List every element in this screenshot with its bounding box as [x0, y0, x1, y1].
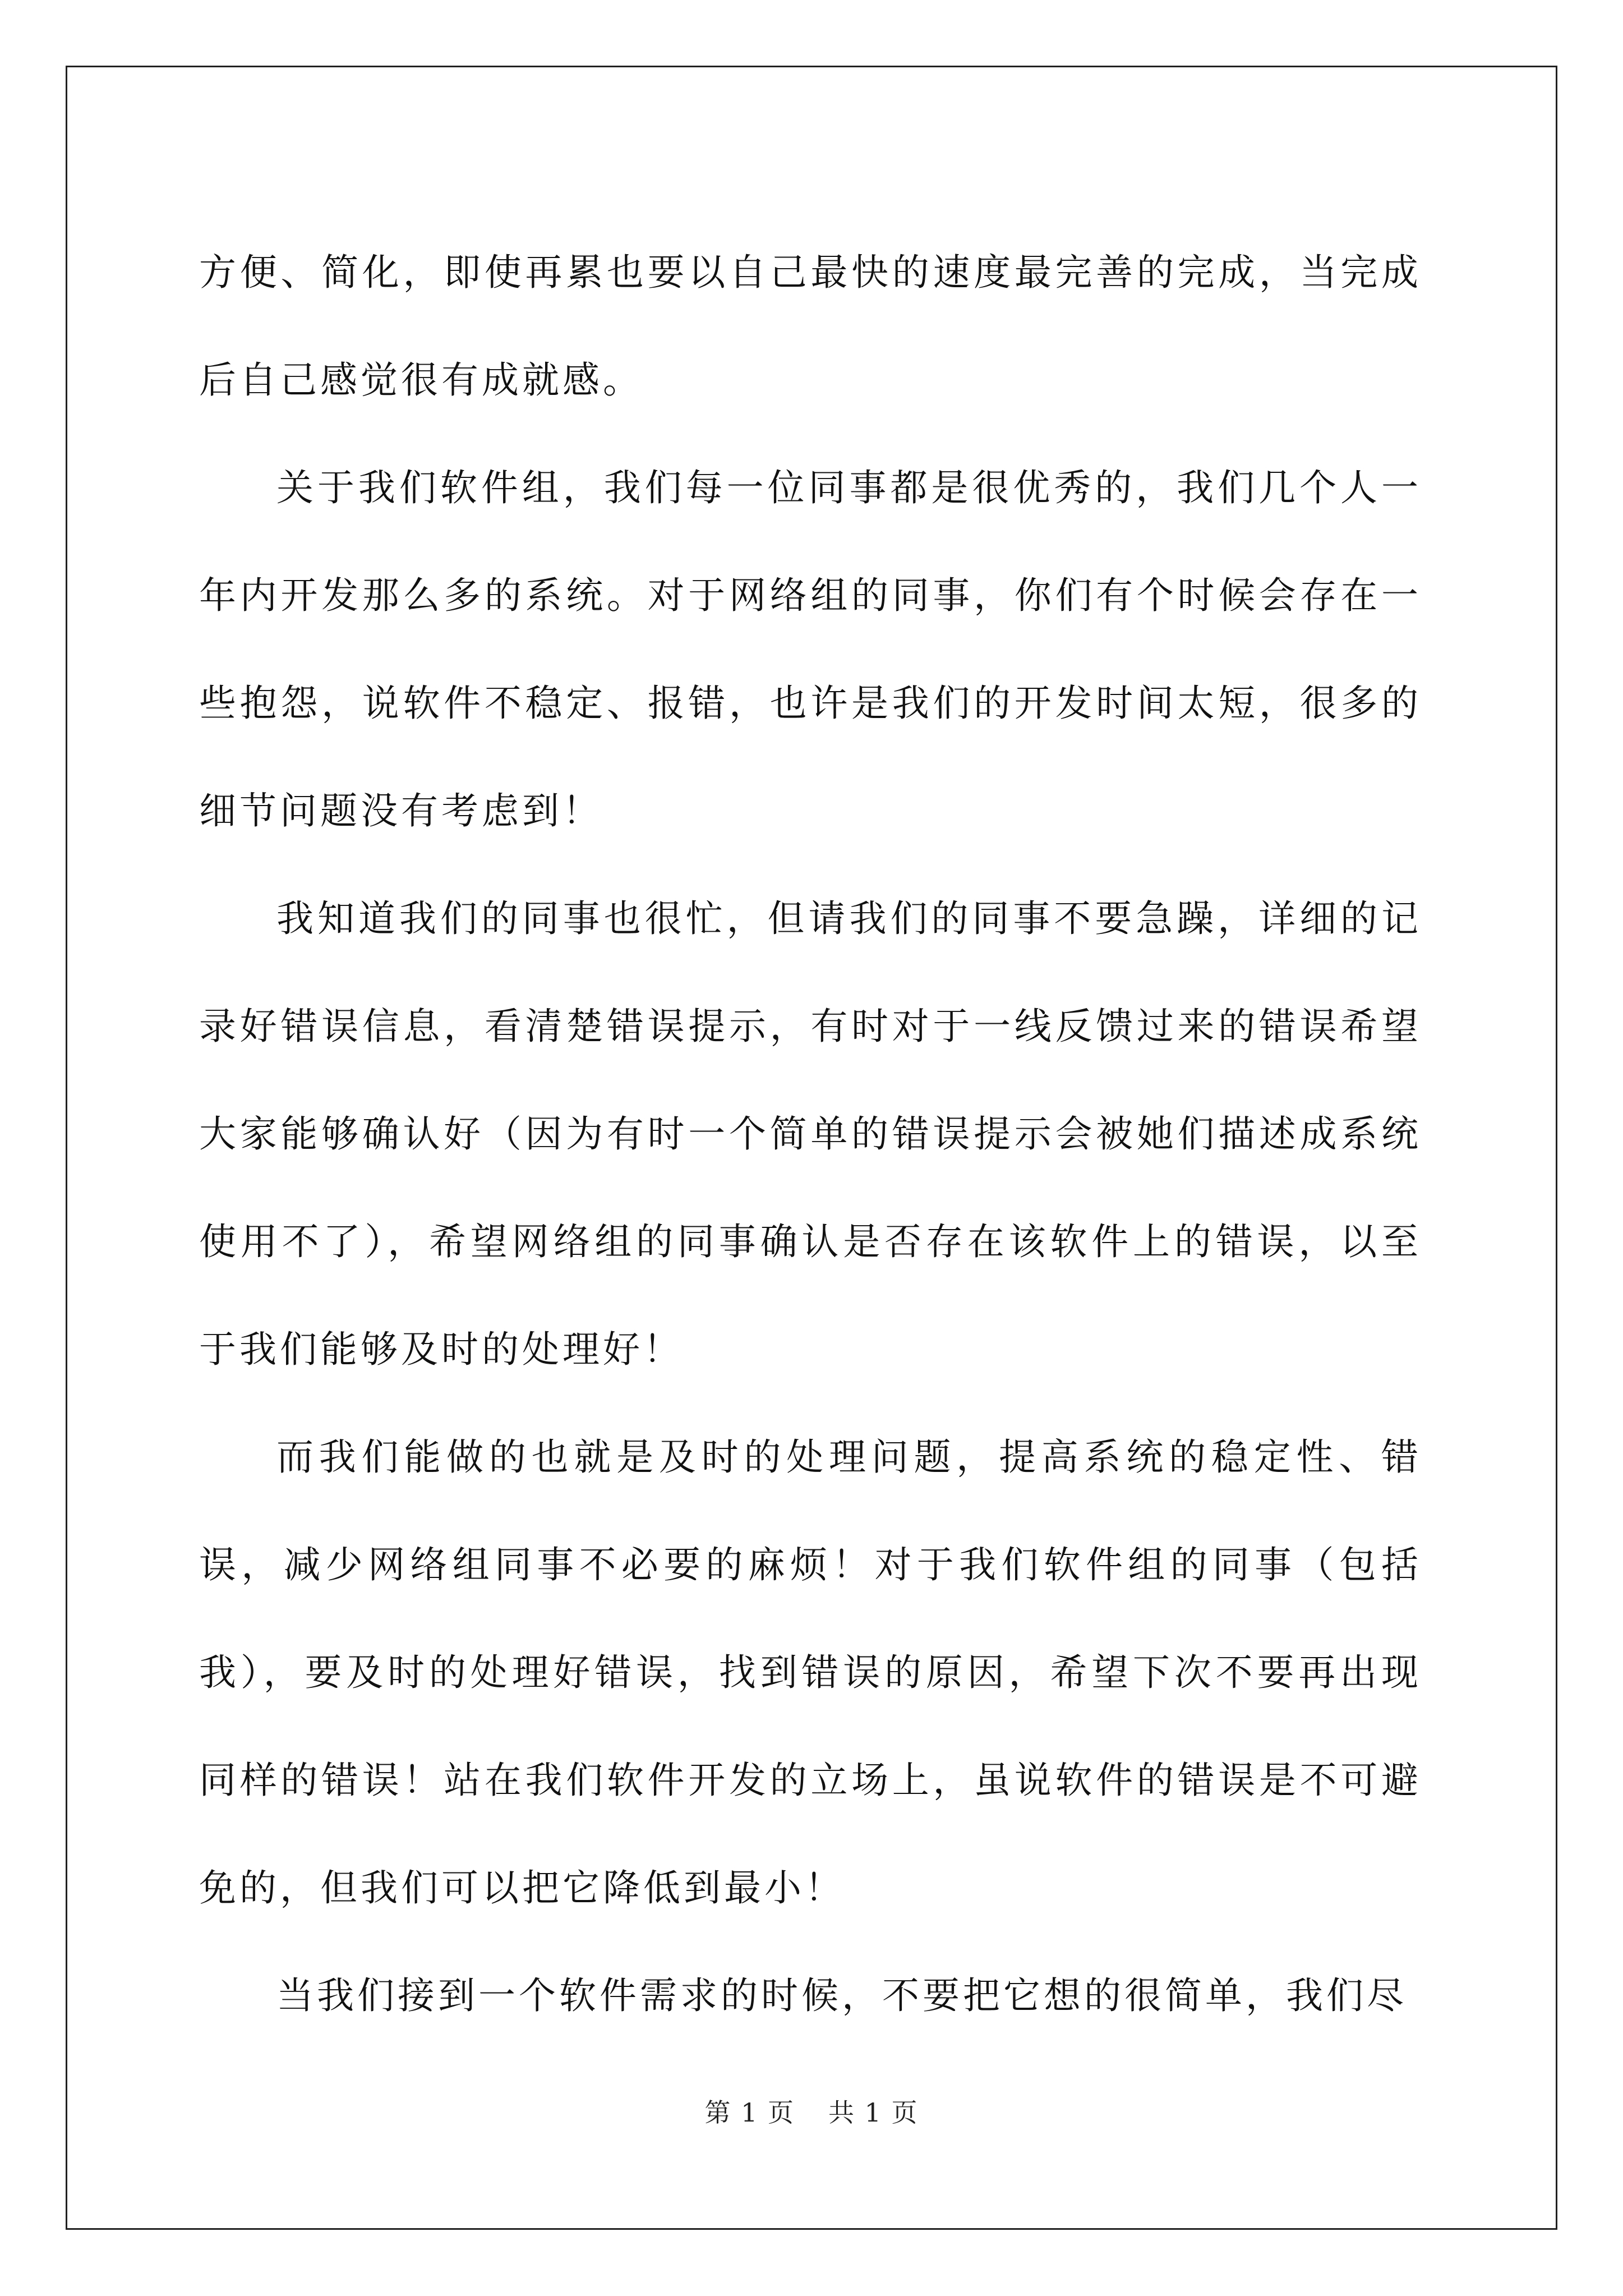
paragraph: 我知道我们的同事也很忙，但请我们的同事不要急躁，详细的记录好错误信息，看清楚错误提示，有时对于一线反馈过来的错误希望大家能够确认好（因为有时一个简单的错误提示会被她们描述成系统使用不了），希望网络组的同事确认是否存在该软件上的错误，以至于我们能够及时的处理好！: [199, 897, 1422, 1371]
page-footer: [0, 2092, 1623, 2129]
page-total: 共 1 页: [828, 2097, 919, 2128]
paragraph: 方便、简化，即使再累也要以自己最快的速度最完善的完成，当完成后自己感觉很有成就感。: [199, 251, 1422, 402]
paragraph: 当我们接到一个软件需求的时候，不要把它想的很简单，我们尽: [276, 1974, 1407, 2017]
page-number: 第 1 页: [704, 2097, 795, 2128]
paragraph: 而我们能做的也就是及时的处理问题，提高系统的稳定性、错误，减少网络组同事不必要的麻烦！对于我们软件组的同事（包括我），要及时的处理好错误，找到错误的原因，希望下次不要再出现同样的错误！站在我们软件开发的立场上，虽说软件的错误是不可避免的，但我们可以把它降低到最小！: [199, 1435, 1422, 1910]
paragraph: 关于我们软件组，我们每一位同事都是很优秀的，我们几个人一年内开发那么多的系统。对于网络组的同事，你们有个时候会存在一些抱怨，说软件不稳定、报错，也许是我们的开发时间太短，很多的细节问题没有考虑到！: [199, 466, 1422, 832]
document-body: [199, 219, 1422, 2050]
